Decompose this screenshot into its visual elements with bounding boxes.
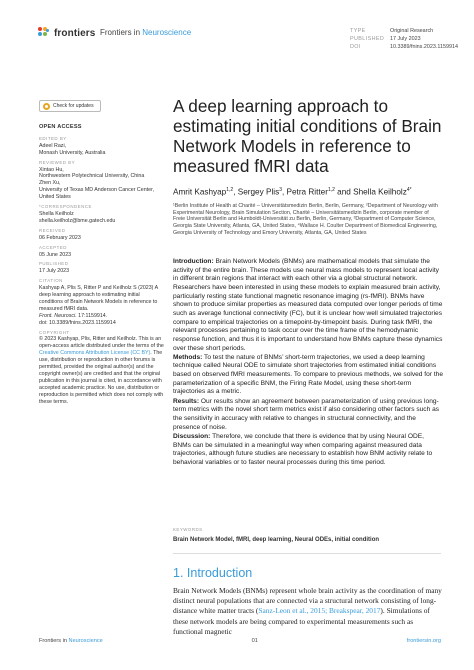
section-divider [173,553,441,554]
abstract-heading: Discussion: [173,432,211,440]
open-access-label: OPEN ACCESS [39,124,82,130]
citation-journal: Front. Neurosci. [39,312,77,319]
frontiers-logo[interactable] [38,27,95,39]
correspondence-name: Shella Keilholz [39,210,74,217]
intro-text-a: Brain Network Models (BNMs) represent whole brain activity as the coordination of many distinct neural populations that are connected via a structural network consisting of long-distance white matter tracts ( [173,586,442,616]
citation-rest: 17:1159914. doi: 10.3389/fnins.2023.1159914 [39,312,116,326]
abstract-text: To test the nature of BNMs’ short-term trajectories, we used a deep learning technique called Neural ODE to simulate short trajectories from estimated initial conditions based on observed fMRI measurements. To compare to previous methods, we solved for the parameterization of a specific BNM, the Firing Rate Model, using these short-term trajectories as a metric. [173,353,443,396]
author-list: Amrit Kashyap$^{1,2}$, Sergey Plis$^3$, Petra Ritter$^{1,2}$ and Shella Keilholz$^{4*}$ [173,187,412,197]
published-label: PUBLISHED [39,261,69,267]
abstract-text: Therefore, we conclude that there is evidence that by using Neural ODE, BNMs can be simulated in a meaningful way when comparing against measured data trajectories, although future studies are necessary to establish how BNM activity relate to behavioral variables or to faster neural processes during this time period. [173,432,433,466]
check-updates-icon [43,103,50,110]
sidebar [39,124,164,406]
abstract-heading: Results: [173,397,200,405]
frontiers-logo-icon [38,27,50,39]
copyright [39,336,164,405]
page-footer [39,638,441,644]
abstract-text: Our results show an agreement between parameterization of using previous long-term metrics with the novel short term metrics exist if also considering other factors such as the sensitivity in accuracy with relative to changes in structural connectivity, and the presence of noise. [173,397,440,431]
edited-by-label: EDITED BY [39,135,67,141]
footer-journal[interactable] [39,638,103,644]
keywords: Brain Network Model, fMRI, deep learning, Neural ODEs, initial condition [173,537,380,543]
footer-site-link[interactable]: frontiersin.org [406,638,441,644]
meta-doi [350,43,458,51]
author-affil: 4* [406,187,412,193]
reviewed-by-label: REVIEWED BY [39,159,75,165]
edited-by: Adeel Razi, Monash University, Australia [39,142,106,156]
footer-journal-prefix: Frontiers in [39,638,69,644]
meta-type-value: Original Research [390,28,434,34]
intro-text-b: ). Simulations of these network models are being compared to experimental measurements such as functional magnetic [173,606,430,636]
brand-name: frontiers [54,27,96,39]
section-heading-introduction: 1. Introduction [173,566,253,580]
copyright-text-a: © 2023 Kashyap, Plis, Ritter and Keilholz. This is an open-access article distributed under the terms of the [39,336,164,350]
journal-name[interactable] [100,28,191,37]
copyright-text-b: . The use, distribution or reproduction in other forums is permitted, provided the original author(s) and the copyright owner(s) are credited and that the original publication in this journal is cited, in accordance with accepted academic practice. No use, distribution or reproduction is permitted which does not comply with these terms. [39,350,164,405]
meta-published-value: 17 July 2023 [390,36,421,42]
abstract-methods [173,354,443,397]
correspondence-email[interactable]: shella.keilholz@bme.gatech.edu [39,217,116,224]
citation [39,285,164,326]
received-date: 06 February 2023 [39,234,81,241]
affiliations: ¹Berlin Institute of Health at Charité – Universitätsmedizin Berlin, Berlin, Germany, ²Department of Neurology with Experimental Neurology, Brain Simulation Section, Charité – Universitätsmedizin Berlin, corporate member of Freie Universität Berlin and Humboldt-Universität zu Berlin, Berlin, Germany, ³Department of Computer Science, Georgia State University, Atlanta, GA, United States, ⁴Wallace H. Coulter Department of Biomedical Engineering, Georgia University of Technology and Emory University, Atlanta, GA, United States [173,203,438,236]
abstract-heading: Introduction: [173,258,214,265]
author-affil: 1,2 [226,187,234,193]
abstract-heading: Methods: [173,353,203,361]
author-name[interactable]: Amrit Kashyap [173,187,227,197]
meta-type-label: TYPE [350,28,366,34]
meta-doi-value[interactable]: 10.3389/fnins.2023.1159914 [390,44,458,50]
meta-published-label: PUBLISHED [350,36,385,42]
abstract-results [173,398,443,433]
author-affil: 3 [279,187,282,193]
author-affil: 1,2 [327,187,335,193]
meta-type [350,27,458,35]
reviewed-by: Xintao Hu, Northwestern Polytechnical University, China Zhen Xu, University of Texas MD Anderson Cancer Center, United States [39,166,155,201]
journal-field: Neuroscience [142,28,192,37]
intro-citation-link[interactable]: Sanz-Leon et al., 2015; Breakspear, 2017 [258,606,381,616]
author-name[interactable]: Petra Ritter [286,187,328,197]
journal-prefix: Frontiers in [100,28,143,37]
check-updates-button[interactable] [39,100,101,112]
meta-published [350,35,458,43]
keywords-label: KEYWORDS [173,527,203,532]
published-date: 17 July 2023 [39,268,70,275]
check-updates-label: Check for updates [53,103,94,109]
copyright-label: COPYRIGHT [39,329,70,335]
intro-paragraph [173,586,443,637]
accepted-label: ACCEPTED [39,244,67,250]
accepted-date: 05 June 2023 [39,251,72,258]
meta-doi-label: DOI [350,44,361,50]
abstract-discussion [173,433,443,468]
received-label: RECEIVED [39,227,66,233]
abstract-introduction [173,258,443,353]
correspondence-label: *CORRESPONDENCE [39,204,92,210]
citation-label: CITATION [39,278,63,284]
abstract-text: Brain Network Models (BNMs) are mathematical models that simulate the activity of the entire brain. These models use neural mass models to represent local activity in different brain regions that interact with each other via a global structural network. Researchers have been interested in using these models to explain measured brain activity, particularly resting state functional magnetic resonance imaging (rs-fMRI). BNMs have shown to produce similar properties as measured data computed over longer periods of time such as average functional connectivity (FC), but it is unclear how well simulated trajectories compare to empirical trajectories on a timepoint-by-timepoint basis. During task fMRI, the relevant processes pertaining to task occur over the time frame of the hemodynamic response function, and thus it is important to understand how BNMs capture these dynamics over these short periods. [173,258,443,352]
footer-journal-field: Neuroscience [68,638,103,644]
citation-text: Kashyap A, Plis S, Ritter P and Keilholz S (2023) A deep learning approach to estimating initial conditions of Brain Network Models in reference to measured fMRI data. [39,285,158,312]
page-number: 01 [251,638,258,644]
license-link[interactable]: Creative Commons Attribution License (CC BY) [39,350,151,357]
article-title: A deep learning approach to estimating initial conditions of Brain Network Models in reference to measured fMRI data [173,96,442,176]
author-name[interactable]: Sergey Plis [237,187,280,197]
article-meta [350,27,458,51]
author-name[interactable]: Shella Keilholz [353,187,407,197]
abstract [173,258,443,468]
